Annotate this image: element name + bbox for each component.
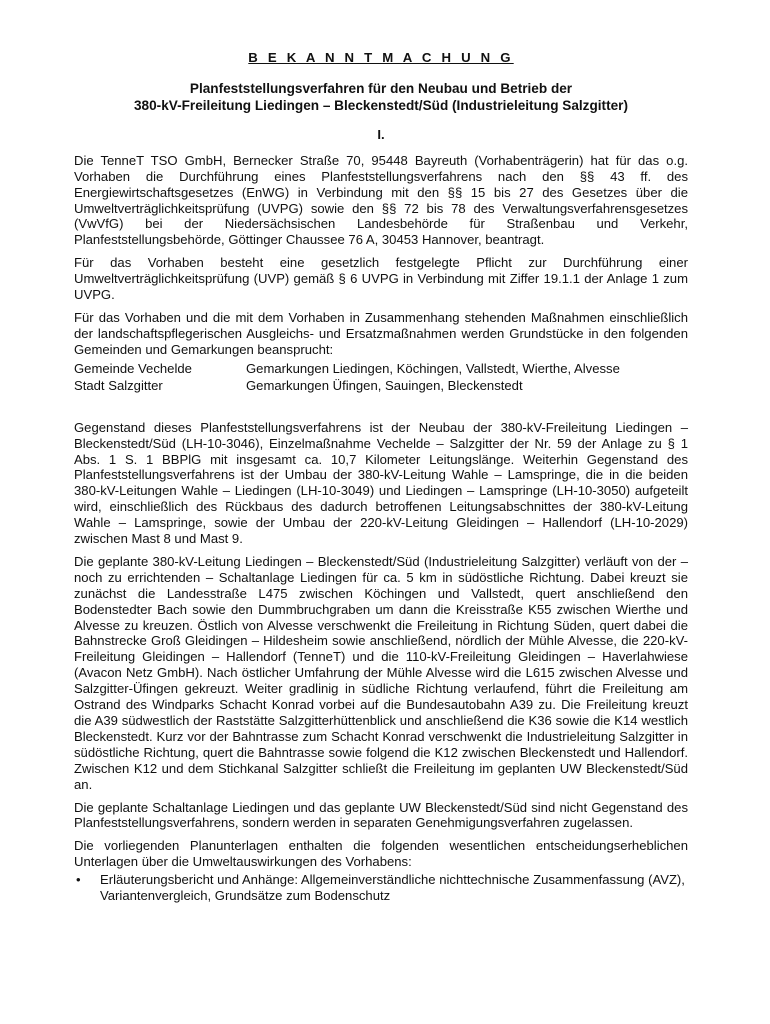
document-title bbox=[74, 80, 688, 114]
title-line-1: Planfeststellungsverfahren für den Neubau und Betrieb der bbox=[189, 80, 573, 96]
paragraph-separate-approval: Die geplante Schaltanlage Liedingen und das geplante UW Bleckenstedt/Süd sind nicht Gegenstand des Planfeststellungsverfahrens, sondern werden in separaten Genehmigungsverfahren zugelassen. bbox=[74, 799, 688, 831]
municipality-areas: Gemarkungen Liedingen, Köchingen, Vallstedt, Wierthe, Alvesse bbox=[246, 360, 620, 376]
list-item-text: Erläuterungsbericht und Anhänge: Allgemeinverständliche nichttechnische Zusammenfassung (AVZ), Variantenvergleich, Grundsätze zum Bodenschutz bbox=[100, 872, 685, 904]
spacer bbox=[74, 400, 688, 420]
municipality-areas: Gemarkungen Üfingen, Sauingen, Bleckenstedt bbox=[246, 377, 523, 393]
paragraph-documents-intro: Die vorliegenden Planunterlagen enthalten die folgenden wesentlichen entscheidungserheblichen Unterlagen über die Umweltauswirkungen des Vorhabens: bbox=[74, 838, 688, 870]
municipality-name: Stadt Salzgitter bbox=[74, 377, 163, 393]
announcement-heading: B E K A N N T M A C H U N G bbox=[248, 50, 514, 65]
municipality-row bbox=[74, 378, 688, 395]
paragraph-applicant: Die TenneT TSO GmbH, Bernecker Straße 70, 95448 Bayreuth (Vorhabenträgerin) hat für das o.g. Vorhaben die Durchführung eines Planfeststellungsverfahrens nach den §§ 43 ff. des Energiewirtschaftsgesetzes (EnWG) in Verbindung mit den §§ 15 bis 27 des Gesetzes über die Umweltverträglichkeitsprüfung (UVPG) sowie den §§ 72 bis 78 des Verwaltungsverfahrensgesetzes (VwVfG) bei der Niedersächsischen Landesbehörde für Straßenbau und Verkehr, Planfeststellungsbehörde, Göttinger Chaussee 76 A, 30453 Hannover, beantragt. bbox=[74, 152, 688, 248]
municipality-list bbox=[74, 361, 688, 395]
municipality-name: Gemeinde Vechelde bbox=[74, 360, 192, 376]
section-number: I. bbox=[377, 126, 385, 142]
paragraph-uvp-obligation: Für das Vorhaben besteht eine gesetzlich festgelegte Pflicht zur Durchführung einer Umweltverträglichkeitsprüfung (UVP) gemäß § 6 UVPG in Verbindung mit Ziffer 19.1.1 der Anlage 1 zum UVPG. bbox=[74, 255, 688, 303]
bullet-icon: • bbox=[76, 872, 81, 888]
paragraph-route: Die geplante 380-kV-Leitung Liedingen – Bleckenstedt/Süd (Industrieleitung Salzgitter) verläuft von der – noch zu errichtenden – Schaltanlage Liedingen für ca. 5 km in südöstliche Richtung. Dabei kreuzt sie zunächst die Landesstraße L475 zwischen Köchingen und Vallstedt, quert anschließend den Bodenstedter Bach sowie den Dummbruchgraben um dann die Kreisstraße K55 zwischen Wierthe und Alvesse zu kreuzen. Östlich von Alvesse verschwenkt die Freileitung in Richtung Süden, quert dabei die Bahnstrecke Groß Gleidingen – Hildesheim sowie anschließend, nördlich der Mühle Alvesse, die 220-kV-Freileitung Gleidingen – Hallendorf (TenneT) und die 110-kV-Freileitung Gleidingen – Haverlahwiese (Avacon Netz GmbH). Nach östlicher Umfahrung der Mühle Alvesse wird die L615 zwischen Alvesse und Salzgitter-Üfingen gekreuzt. Weiter gradlinig in südliche Richtung verlaufend, führt die Freileitung am Ostrand des Windparks Schacht Konrad vorbei auf die Bundesautobahn A39 zu. Die Freileitung kreuzt die A39 südwestlich der Raststätte Salzgitterhüttenblick und anschließend die K36 sowie die K14 westlich Bleckenstedt. Kurz vor der Bahntrasse zum Schacht Konrad verschwenkt die Industrieleitung Salzgitter in südöstliche Richtung, quert die Bahntrasse sowie folgend die K12 zwischen Bleckenstedt und Hallendorf. Zwischen K12 und dem Stichkanal Salzgitter schließt die Freileitung im geplanten UW Bleckenstedt/Süd an. bbox=[74, 553, 688, 792]
title-line-2: 380-kV-Freileitung Liedingen – Bleckenstedt/Süd (Industrieleitung Salzgitter) bbox=[134, 97, 628, 113]
municipality-row bbox=[74, 361, 688, 378]
paragraph-subject: Gegenstand dieses Planfeststellungsverfahrens ist der Neubau der 380-kV-Freileitung Liedingen – Bleckenstedt/Süd (LH-10-3046), Einzelmaßnahme Vechelde – Salzgitter der Nr. 59 der Anlage zu § 1 Abs. 1 S. 1 BBPlG mit insgesamt ca. 10,7 Kilometer Leitungslänge. Weiterhin Gegenstand des Planfeststellungsverfahrens ist der Umbau der 380-kV-Leitung Wahle – Lamspringe, die in die beiden 380-kV-Leitungen Wahle – Liedingen (LH-10-3049) und Liedingen – Lamspringe (LH-10-3050) aufgeteilt wird, einschließlich des Rückbaus des dadurch betroffenen Leitungsabschnittes der 380-kV-Leitung Wahle – Lamspringe, sowie der Umbau der 220-kV-Leitung Gleidingen – Hallendorf (LH-10-2029) zwischen Mast 8 und Mast 9. bbox=[74, 419, 688, 547]
paragraph-land-use: Für das Vorhaben und die mit dem Vorhaben in Zusammenhang stehenden Maßnahmen einschließlich der landschaftspflegerischen Ausgleichs- und Ersatzmaßnahmen werden Grundstücke in den folgenden Gemeinden und Gemarkungen beansprucht: bbox=[74, 309, 688, 357]
list-item bbox=[74, 872, 688, 904]
